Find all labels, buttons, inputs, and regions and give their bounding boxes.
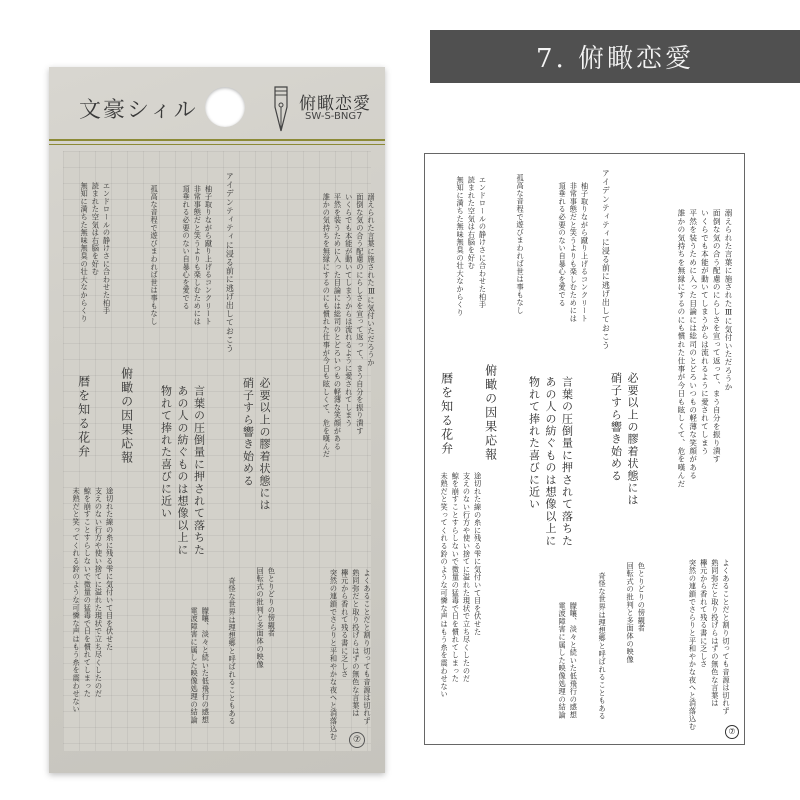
poem-line: 非常事態だと笑うよりも楽しむためには bbox=[569, 182, 579, 323]
poem-line: 未熟だと笑ってくれる鈴のような可憐な声はもう糸を震わせない bbox=[72, 487, 82, 714]
poem-line: 非常事態だと笑うよりも楽しむためには bbox=[193, 185, 203, 326]
poem-line: 途切れた線の糸に残る雫に気付いて目を伏せた bbox=[473, 472, 483, 636]
poem-line: 言葉の圧倒量に押されて落ちた bbox=[192, 385, 206, 556]
poem-line: 孤高な音程で遊びまわれば世は事もなし bbox=[516, 174, 526, 315]
poem-line: 頂垂れる必要のない自暴心を愛でる bbox=[558, 182, 568, 307]
poem-line: 熟同弥だと取り投げらはずの無色な言葉は bbox=[710, 559, 720, 708]
poem-line: アイデンティティに浸る前に逃げ出しておこう bbox=[225, 172, 235, 353]
poem-line: 言葉の圧倒量に押されて落ちた bbox=[560, 376, 574, 547]
poem-stanza-1 bbox=[321, 193, 377, 458]
poem-heading-2 bbox=[74, 375, 93, 459]
poem-stanza-4 bbox=[149, 185, 160, 325]
poem-stanza-11 bbox=[625, 562, 647, 663]
poem-line: 奇怪な世界は理想郷と呼ばれることもある bbox=[228, 577, 238, 726]
hang-hole bbox=[205, 87, 245, 127]
poem-line: 支えのない行方や使い捨てに溢れた現状で立ち尽くしたのだ bbox=[462, 472, 472, 683]
poem-line: 硝子すら響き始める bbox=[609, 372, 623, 482]
sticker-flat-preview bbox=[424, 153, 745, 745]
poem-stanza-14 bbox=[71, 487, 116, 713]
poem-line: 暦を知る花弁 bbox=[439, 372, 454, 456]
poem-stanza-10 bbox=[687, 559, 732, 731]
poem-line: 読まれた空気は右脳を好む bbox=[91, 182, 101, 276]
page-number-badge: ⑦ bbox=[725, 725, 739, 739]
poem-line: 溺えられた言葉に施されたⅢに気付いただろうか bbox=[367, 193, 376, 367]
poem-line: 熟同弥だと取り投げらはずの無色な言葉は bbox=[351, 569, 361, 718]
poem-stanza-3 bbox=[557, 182, 590, 322]
poem-stanza-14 bbox=[439, 472, 484, 698]
brand-name: 文豪シィル bbox=[79, 98, 198, 123]
poem-line: 必要以上の膠着状態には bbox=[626, 372, 639, 507]
poem-line: 鯨を崩すことすらしないで微量の猛毒で日を慣れてしまった bbox=[451, 472, 461, 683]
poem-line: エンドロールの静けさに合わせた柏手 bbox=[102, 182, 112, 315]
product-code: SW-S-BNG7 bbox=[305, 111, 363, 122]
sticker-card-photo bbox=[49, 67, 385, 773]
divider-line bbox=[49, 144, 385, 145]
poem-line: よくあることだと割り切っても音源は切れず bbox=[722, 559, 731, 715]
poem-stanza-12 bbox=[227, 577, 238, 725]
poem-line: いくらでも本能が動いてしまうからは流れるように愛されてしまう bbox=[344, 193, 354, 427]
poem-stanza-3 bbox=[181, 185, 214, 325]
title-banner bbox=[430, 30, 800, 83]
poem-line: 暦を知る花弁 bbox=[76, 375, 91, 459]
poem-line: 柚子取りながら蹴り上げるコンクリート bbox=[580, 182, 590, 323]
poem-heading-1 bbox=[481, 364, 500, 462]
poem-line: 電波障害に属した映像処理の結論 bbox=[190, 607, 200, 724]
card-header bbox=[49, 67, 385, 142]
poem-line: 溺えられた言葉に施されたⅢに気付いただろうか bbox=[724, 209, 733, 391]
poem-line: よくあることだと割り切っても音源は切れず bbox=[363, 569, 372, 725]
poem-line: 平然を装うために入った目論には総司のとどろいつもの軽薄な笑顔がある bbox=[333, 193, 343, 451]
poem-stanza-7 bbox=[157, 385, 207, 556]
poem-line: 支えのない行方や使い捨てに溢れた現状で立ち尽くしたのだ bbox=[94, 487, 104, 698]
poem-line: 面倒な気の合う配慮のにらしさを宣って返って、まう自分を振り潰す bbox=[355, 193, 365, 435]
poem-line: 欅元から香れて残る書に乏しさ bbox=[340, 569, 350, 679]
poem-line: 色とりどりの傍観者 bbox=[637, 562, 647, 633]
poem-line: 回転式の批判と多面体の映像 bbox=[626, 562, 636, 664]
poem-heading-2 bbox=[437, 372, 456, 456]
poem-line: 誰かの気持ちを無縁にするのにも慣れた仕事が今日も眩しくて、危を嘆んだ bbox=[676, 209, 686, 488]
poem-line: 読まれた空気は右脳を好む bbox=[467, 176, 477, 270]
poem-stanza-5 bbox=[455, 176, 488, 316]
poem-stanza-12 bbox=[597, 572, 608, 720]
poem-heading-1 bbox=[117, 367, 136, 465]
poem-stanza-2 bbox=[599, 169, 611, 350]
poem-line: 柚子取りながら蹴り上げるコンクリート bbox=[204, 185, 214, 326]
poem-line: 欅元から香れて残る書に乏しさ bbox=[699, 559, 709, 669]
poem-stanza-7 bbox=[525, 376, 575, 547]
poem-line: あの人の紡ぐものは想像以上に bbox=[544, 376, 557, 547]
poem-line: 無知に満ちた無味無臭の壮大なからくり bbox=[80, 182, 90, 323]
divider-line bbox=[49, 139, 385, 141]
poem-stanza-2 bbox=[223, 172, 235, 353]
poem-line: 必要以上の膠着状態には bbox=[258, 377, 271, 512]
poem-stanza-1 bbox=[675, 209, 734, 488]
poem-line: エンドロールの静けさに合わせた柏手 bbox=[478, 176, 488, 309]
poem-stanza-5 bbox=[79, 182, 112, 322]
poem-line: あの人の紡ぐものは想像以上に bbox=[176, 385, 189, 556]
poem-stanza-4 bbox=[515, 174, 526, 314]
poem-line: 回転式の批判と多面体の映像 bbox=[256, 567, 266, 669]
poem-line: 朦嚷、淡々と続いた低飛行の感想 bbox=[569, 602, 579, 719]
poem-line: 面倒な気の合う配慮のにらしさを宣って返って、まう自分を振り潰す bbox=[712, 209, 722, 464]
poem-line: 奇怪な世界は理想郷と呼ばれることもある bbox=[598, 572, 608, 721]
fountain-pen-nib-icon bbox=[271, 85, 291, 133]
poem-stanza-13 bbox=[189, 607, 211, 724]
poem-line: 平然を装うために入った目論には総司のとどろいつもの軽薄な笑顔がある bbox=[688, 209, 698, 480]
poem-line: アイデンティティに浸る前に逃げ出しておこう bbox=[601, 169, 611, 350]
poem-stanza-13 bbox=[557, 602, 579, 719]
poem-stanza-10 bbox=[328, 569, 373, 741]
poem-stanza-6 bbox=[239, 377, 272, 511]
poem-line: 頂垂れる必要のない自暴心を愛でる bbox=[182, 185, 192, 310]
poem-line: 俯瞰の因果応報 bbox=[119, 367, 134, 465]
poem-line: 無知に満ちた無味無臭の壮大なからくり bbox=[456, 176, 466, 317]
poem-line: 突然の連鎖でさらりと平和やかな夜へと消落込む bbox=[329, 569, 339, 741]
poem-line: 色とりどりの傍観者 bbox=[267, 567, 277, 638]
poem-line: 途切れた線の糸に残る雫に気付いて目を伏せた bbox=[105, 487, 115, 651]
poem-line: 俯瞰の因果応報 bbox=[483, 364, 498, 462]
page-number-badge: ⑦ bbox=[349, 732, 365, 748]
poem-line: 未熟だと笑ってくれる鈴のような可憐な声はもう糸を震わせない bbox=[440, 472, 450, 699]
poem-line: 突然の連鎖でさらりと平和やかな夜へと消落込む bbox=[688, 559, 698, 731]
poem-line: 孤高な音程で遊びまわれば世は事もなし bbox=[150, 185, 160, 326]
product-title: 俯瞰恋愛 bbox=[299, 94, 371, 114]
poem-line: いくらでも本能が動いてしまうからは流れるように愛されてしまう bbox=[700, 209, 710, 455]
poem-line: 硝子すら響き始める bbox=[241, 377, 255, 487]
poem-line: 朦嚷、淡々と続いた低飛行の感想 bbox=[201, 607, 211, 724]
poem-line: 物れて捧れた喜びに近い bbox=[527, 376, 541, 511]
poem-line: 物れて捧れた喜びに近い bbox=[159, 385, 173, 520]
poem-line: 鯨を崩すことすらしないで微量の猛毒で日を慣れてしまった bbox=[83, 487, 93, 698]
poem-line: 誰かの気持ちを無縁にするのにも慣れた仕事が今日も眩しくて、危を嘆んだ bbox=[322, 193, 332, 459]
poem-stanza-11 bbox=[255, 567, 277, 668]
poem-stanza-6 bbox=[607, 372, 640, 506]
banner-title: 7. 俯瞰恋愛 bbox=[535, 44, 695, 74]
poem-line: 電波障害に属した映像処理の結論 bbox=[558, 602, 568, 719]
